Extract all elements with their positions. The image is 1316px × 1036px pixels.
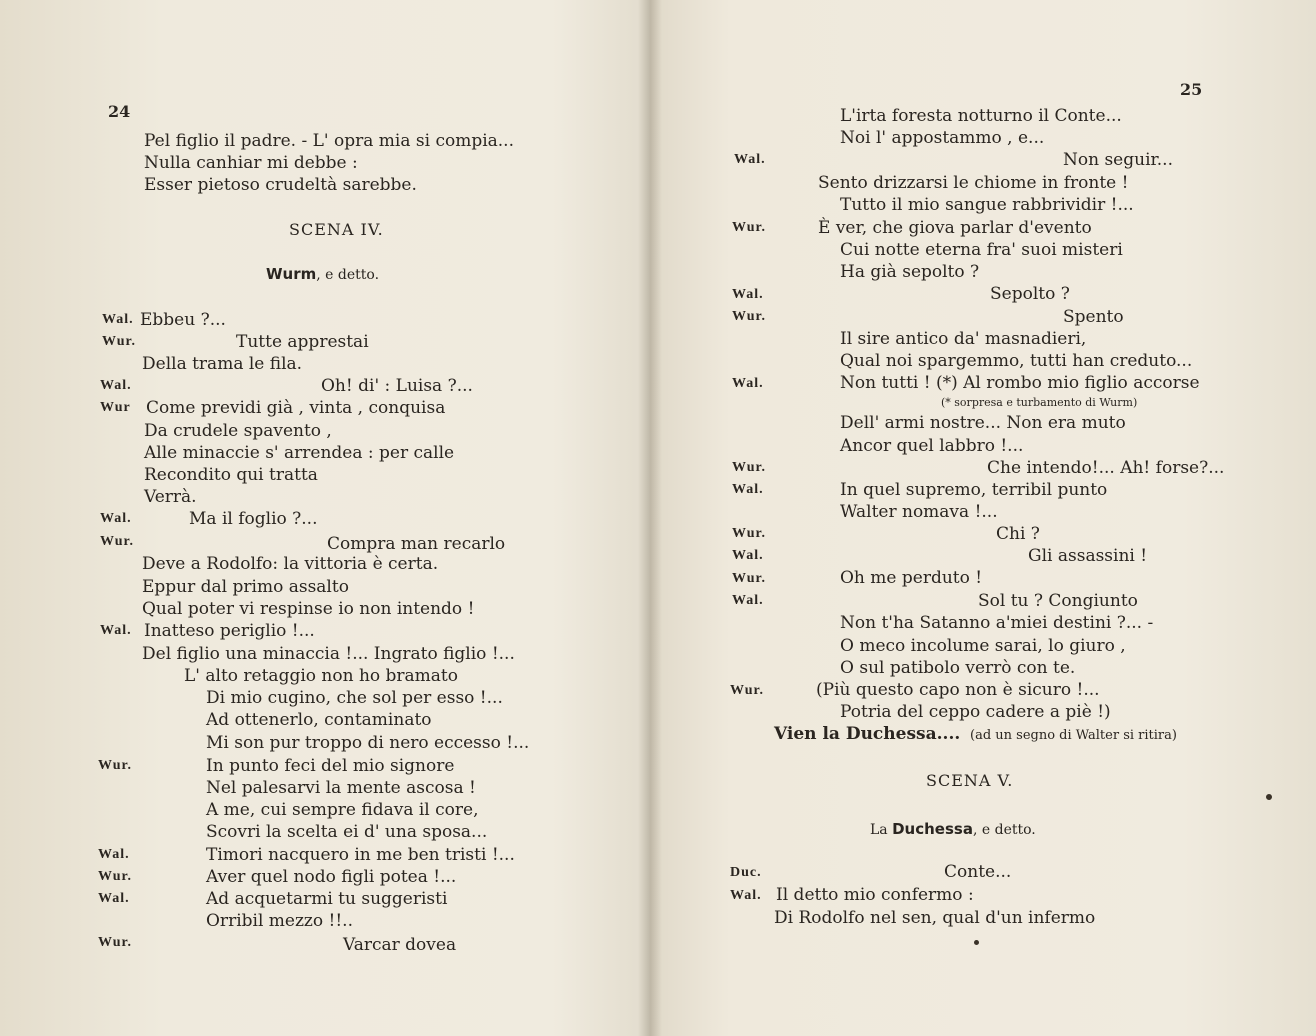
speaker-label: Wal. [98,847,130,862]
speaker-label: Wal. [732,548,764,563]
cast-line [266,265,379,283]
left-page [0,0,650,1036]
speaker-label: Wur. [730,683,764,698]
speaker-label: Wur. [732,309,766,324]
speaker-label: Wur. [98,869,132,884]
speaker-label: Wur. [98,758,132,773]
dialogue-line: Eppur dal primo assalto [142,577,349,597]
dialogue-line: Del figlio una minaccia !... Ingrato figlio !... [142,644,515,664]
dialogue-line: Oh! di' : Luisa ?... [321,376,473,396]
scene-heading: SCENA IV. [289,220,384,239]
speaker-label: Wal. [100,378,132,393]
dialogue-line: Ebbeu ?... [140,310,226,330]
dialogue-line: Tutte apprestai [236,332,369,352]
scene-heading: SCENA V. [926,771,1014,790]
dialogue-line: Walter nomava !... [840,502,998,522]
dialogue-line: Ad acquetarmi tu suggeristi [206,889,448,909]
dialogue-line: Nel palesarvi la mente ascosa ! [206,778,476,798]
verse-line: Nulla canhiar mi debbe : [144,153,358,173]
dialogue-line: Ad ottenerlo, contaminato [206,710,432,730]
speaker-label: Wur. [732,460,766,475]
dialogue-line: Sol tu ? Congiunto [978,591,1138,611]
dialogue-line: Non t'ha Satanno a'miei destini ?... - [840,613,1154,633]
dialogue-line: Ha già sepolto ? [840,262,980,282]
speaker-label: Wal. [732,593,764,608]
dialogue-line: Potria del ceppo cadere a piè !) [840,702,1111,722]
ink-mark [974,940,979,945]
dialogue-line: Oh me perduto ! [840,568,983,588]
dialogue-line: In quel supremo, terribil punto [840,480,1108,500]
dialogue-line: Noi l' appostammo , e... [840,128,1045,148]
speaker-label: Wur. [732,571,766,586]
dialogue-line: Non tutti ! (*) Al rombo mio figlio accorse [840,373,1200,393]
dialogue-line: Di Rodolfo nel sen, qual d'un infermo [774,908,1096,928]
dialogue-line: Da crudele spavento , [144,421,332,441]
speaker-label: Wur. [98,935,132,950]
dialogue-line: Varcar dovea [343,935,457,955]
dialogue-line: Della trama le fila. [142,354,303,374]
dialogue-line: Gli assassini ! [1028,546,1148,566]
dialogue-line: Compra man recarlo [327,534,506,554]
dialogue-line: Dell' armi nostre... Non era muto [840,413,1126,433]
speaker-label: Wal. [98,891,130,906]
dialogue-line: Il detto mio confermo : [776,885,974,905]
dialogue-line: Vien la Duchessa.... [774,724,961,744]
page-number: 24 [108,102,131,121]
dialogue-line: Inatteso periglio !... [144,621,315,641]
cast-prefix: La [870,822,888,838]
right-page [650,0,1316,1036]
character-name: Duchessa [892,820,973,838]
dialogue-line: Ancor quel labbro !... [840,436,1024,456]
dialogue-line: Aver quel nodo figli potea !... [206,867,457,887]
book-gutter [638,0,662,1036]
dialogue-line: Che intendo!... Ah! forse?... [987,458,1225,478]
dialogue-line: O sul patibolo verrò con te. [840,658,1076,678]
dialogue-line: Chi ? [996,524,1040,544]
stage-direction: (ad un segno di Walter si ritira) [970,728,1177,743]
dialogue-line: Sepolto ? [990,284,1070,304]
cast-suffix: , e detto. [316,267,380,283]
dialogue-line: In punto feci del mio signore [206,756,455,776]
speaker-label: Wal. [734,152,766,167]
speaker-label: Wal. [100,623,132,638]
speaker-label: Duc. [730,865,762,880]
dialogue-line: O meco incolume sarai, lo giuro , [840,636,1126,656]
speaker-label: Wur. [732,526,766,541]
dialogue-line: Sento drizzarsi le chiome in fronte ! [818,173,1129,193]
dialogue-line: Recondito qui tratta [144,465,318,485]
speaker-label: Wal. [102,312,134,327]
speaker-label: Wur. [102,334,136,349]
dialogue-line: Timori nacquero in me ben tristi !... [206,845,515,865]
dialogue-line: Di mio cugino, che sol per esso !... [206,688,503,708]
footnote: (* sorpresa e turbamento di Wurm) [941,396,1138,409]
dialogue-line: Non seguir... [1063,150,1173,170]
dialogue-line: Il sire antico da' masnadieri, [840,329,1087,349]
speaker-label: Wal. [100,511,132,526]
dialogue-line: Qual poter vi respinse io non intendo ! [142,599,475,619]
character-name: Wurm [266,265,317,283]
speaker-label: Wur. [732,220,766,235]
dialogue-line: L'irta foresta notturno il Conte... [840,106,1122,126]
speaker-label: Wal. [732,376,764,391]
dialogue-line: L' alto retaggio non ho bramato [184,666,458,686]
verse-line: Pel figlio il padre. - L' opra mia si compia... [144,131,514,151]
dialogue-line: Conte... [944,862,1012,882]
speaker-label: Wal. [732,287,764,302]
dialogue-line: A me, cui sempre fidava il core, [206,800,479,820]
cast-line [870,820,1036,838]
dialogue-line: Verrà. [144,487,197,507]
dialogue-line: È ver, che giova parlar d'evento [818,218,1092,238]
ink-mark [1266,794,1272,800]
dialogue-line: (Più questo capo non è sicuro !... [816,680,1100,700]
dialogue-line: Spento [1063,307,1124,327]
page-number: 25 [1180,80,1203,99]
dialogue-line: Qual noi spargemmo, tutti han creduto... [840,351,1193,371]
verse-line: Esser pietoso crudeltà sarebbe. [144,175,417,195]
cast-suffix: , e detto. [972,822,1036,838]
dialogue-line: Mi son pur troppo di nero eccesso !... [206,733,530,753]
dialogue-line: Orribil mezzo !!.. [206,911,353,931]
speaker-label: Wal. [730,888,762,903]
speaker-label: Wur. [100,534,134,549]
dialogue-line: Ma il foglio ?... [189,509,318,529]
dialogue-line: Come previdi già , vinta , conquisa [146,398,446,418]
dialogue-line: Alle minaccie s' arrendea : per calle [144,443,455,463]
speaker-label: Wal. [732,482,764,497]
speaker-label: Wur [100,400,131,415]
dialogue-line: Tutto il mio sangue rabbrividir !... [840,195,1134,215]
dialogue-line: Deve a Rodolfo: la vittoria è certa. [142,554,439,574]
dialogue-line: Scovri la scelta ei d' una sposa... [206,822,488,842]
dialogue-line: Cui notte eterna fra' suoi misteri [840,240,1123,260]
